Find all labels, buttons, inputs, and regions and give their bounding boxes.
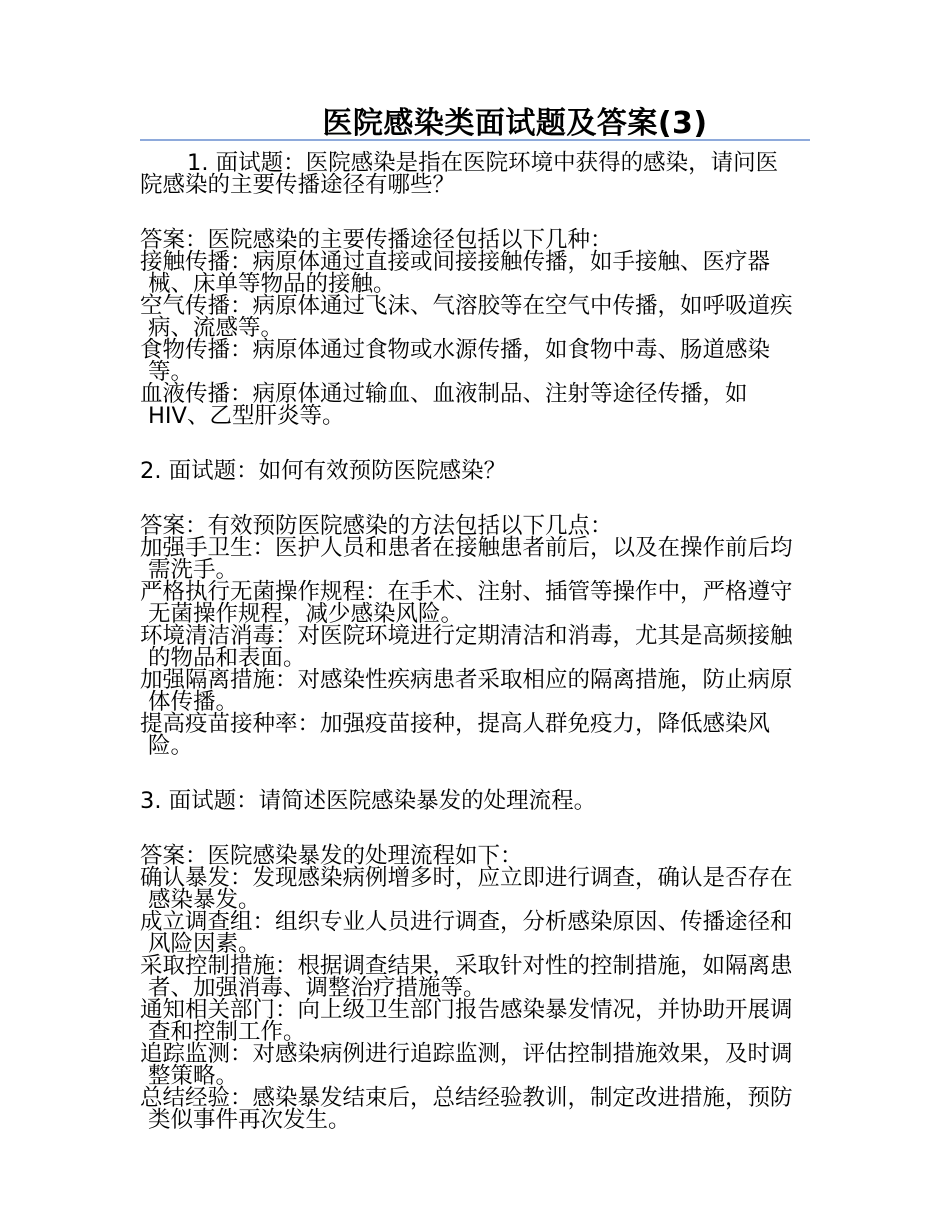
answer-intro-3: 答案：医院感染暴发的处理流程如下： <box>140 843 523 869</box>
answer-intro-2: 答案：有效预防医院感染的方法包括以下几点： <box>140 513 613 539</box>
answer-item: 严格执行无菌操作规程：在手术、注射、插管等操作中，严格遵守无菌操作规程，减少感染风险。 <box>140 579 793 627</box>
answer-item: 通知相关部门：向上级卫生部门报告感染暴发情况，并协助开展调查和控制工作。 <box>140 997 793 1045</box>
answer-item: 血液传播：病原体通过输血、血液制品、注射等途径传播，如 HIV、乙型肝炎等。 <box>140 381 748 429</box>
answer-item: 接触传播：病原体通过直接或间接接触传播，如手接触、医疗器械、床单等物品的接触。 <box>140 249 771 297</box>
answer-intro-1: 答案：医院感染的主要传播途径包括以下几种： <box>140 227 613 253</box>
answer-item: 环境清洁消毒：对医院环境进行定期清洁和消毒，尤其是高频接触的物品和表面。 <box>140 623 793 671</box>
question-1: 1. 面试题：医院感染是指在医院环境中获得的感染，请问医院感染的主要传播途径有哪些？ <box>140 150 779 198</box>
answer-item: 成立调查组：组织专业人员进行调查，分析感染原因、传播途径和风险因素。 <box>140 909 793 957</box>
answer-item: 总结经验：感染暴发结束后，总结经验教训，制定改进措施，预防类似事件再次发生。 <box>140 1085 793 1133</box>
document-body <box>140 152 800 1131</box>
question-3: 3. 面试题：请简述医院感染暴发的处理流程。 <box>140 788 597 814</box>
page-title: 医院感染类面试题及答案(3) <box>322 106 708 141</box>
answer-item: 确认暴发：发现感染病例增多时，应立即进行调查，确认是否存在感染暴发。 <box>140 865 793 913</box>
answer-item: 食物传播：病原体通过食物或水源传播，如食物中毒、肠道感染等。 <box>140 337 771 385</box>
title-underline <box>140 139 810 141</box>
answer-item: 追踪监测：对感染病例进行追踪监测，评估控制措施效果，及时调整策略。 <box>140 1041 793 1089</box>
question-2: 2. 面试题：如何有效预防医院感染？ <box>140 458 507 484</box>
answer-item: 空气传播：病原体通过飞沫、气溶胶等在空气中传播，如呼吸道疾病、流感等。 <box>140 293 793 341</box>
answer-item: 加强隔离措施：对感染性疾病患者采取相应的隔离措施，防止病原体传播。 <box>140 667 793 715</box>
answer-item: 提高疫苗接种率：加强疫苗接种，提高人群免疫力，降低感染风险。 <box>140 711 771 759</box>
answer-item: 采取控制措施：根据调查结果，采取针对性的控制措施，如隔离患者、加强消毒、调整治疗措施等。 <box>140 953 793 1001</box>
answer-item: 加强手卫生：医护人员和患者在接触患者前后，以及在操作前后均需洗手。 <box>140 535 793 583</box>
